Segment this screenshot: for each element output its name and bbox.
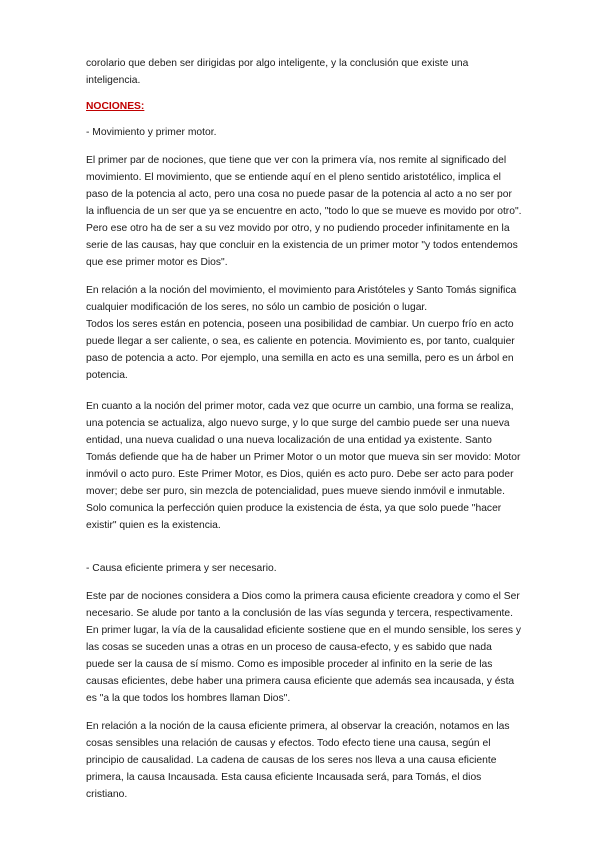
subheading-movimiento: - Movimiento y primer motor. [86, 127, 217, 138]
subheading-causa-eficiente: - Causa eficiente primera y ser necesario. [86, 563, 277, 574]
intro-paragraph: corolario que deben ser dirigidas por algo inteligente, y la conclusión que existe una inteligencia. [86, 58, 469, 86]
section-heading: NOCIONES: [86, 101, 145, 112]
paragraph-nocion-movimiento: En relación a la noción del movimiento, el movimiento para Aristóteles y Santo Tomás significa cualquier modificación de los seres, no sólo un cambio de posición o lugar. [86, 285, 517, 313]
paragraph-movimiento: El primer par de nociones, que tiene que ver con la primera vía, nos remite al significado del movimiento. El movimiento, que se entiende aquí en el pleno sentido aristotélico, implica el paso de la potencia al acto, pero una cosa no puede pasar de la potencia al acto a no ser por la influencia de un ser que ya se encuentre en acto, "todo lo que se mueve es movido por otro". Pero ese otro ha de ser a su vez movido por otro, y no pudiendo proceder infinitamente en la serie de las causas, hay que concluir en la existencia de un primer motor "y todos entendemos que ese primer motor es Dios". [86, 155, 522, 268]
paragraph-potencia: Todos los seres están en potencia, poseen una posibilidad de cambiar. Un cuerpo frío en acto puede llegar a ser caliente, o sea, es caliente en potencia. Movimiento es, por tanto, cualquier paso de potencia a acto. Por ejemplo, una semilla en acto es una semilla, pero es un árbol en potencia. [86, 319, 515, 381]
document-body [86, 55, 522, 803]
paragraph-primer-motor: En cuanto a la noción del primer motor, cada vez que ocurre un cambio, una forma se realiza, una potencia se actualiza, algo nuevo surge, y lo que surge del cambio puede ser una nueva entidad, una nueva cualidad o una nueva localización de una entidad ya existente. Santo Tomás defiende que ha de haber un Primer Motor o un motor que mueva sin ser movido: Motor inmóvil o acto puro. Este Primer Motor, es Dios, quién es acto puro. Debe ser acto para poder mover; debe ser puro, sin mezcla de potencialidad, pues mueve siendo inmóvil e inmutable. Solo comunica la perfección quien produce la existencia de ésta, ya que solo puede "hacer existir" quien es la existencia. [86, 401, 521, 531]
paragraph-causa-eficiente: Este par de nociones considera a Dios como la primera causa eficiente creadora y como el Ser necesario. Se alude por tanto a la conclusión de las vías segunda y tercera, respectivamente. En primer lugar, la vía de la causalidad eficiente sostiene que en el mundo sensible, los seres y las cosas se suceden unas a otras en un proceso de causa-efecto, y es sabido que nada puede ser la causa de sí mismo. Como es imposible proceder al infinito en la serie de las causas eficientes, debe haber una primera causa eficiente que además sea incausada, y ésta es "a la que todos los hombres llaman Dios". [86, 591, 522, 704]
paragraph-nocion-causa: En relación a la noción de la causa eficiente primera, al observar la creación, notamos en las cosas sensibles una relación de causas y efectos. Todo efecto tiene una causa, según el principio de causalidad. La cadena de causas de los seres nos lleva a una causa eficiente primera, la causa Incausada. Esta causa eficiente Incausada será, para Tomás, el dios cristiano. [86, 721, 510, 800]
